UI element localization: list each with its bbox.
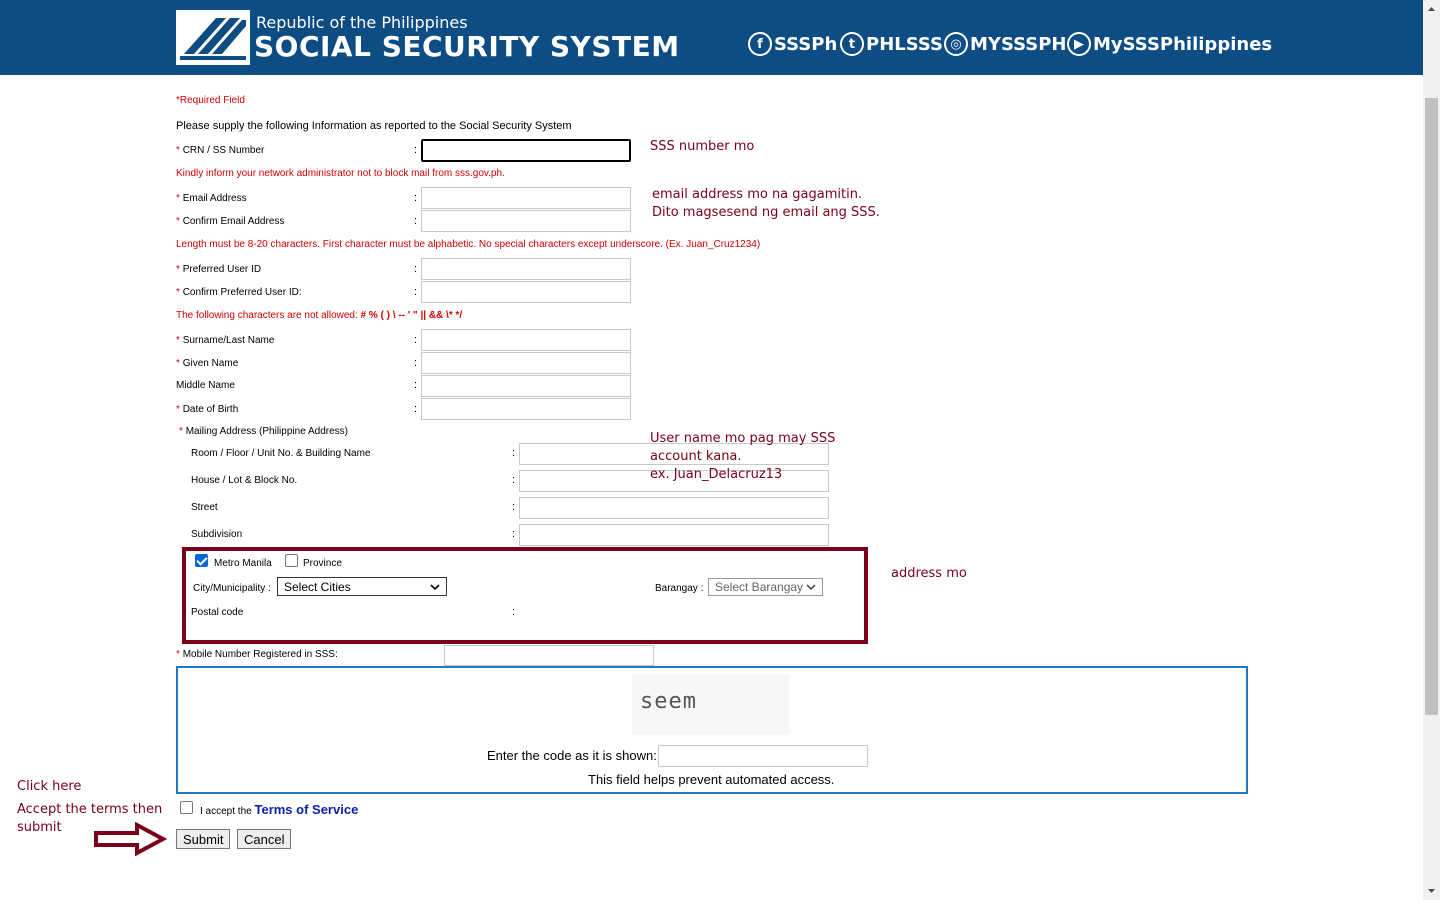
facebook-icon: f: [748, 32, 772, 56]
scroll-thumb[interactable]: [1425, 98, 1438, 715]
annotation-email-1: email address mo na gagamitin.: [652, 187, 863, 202]
colon: :: [512, 528, 516, 540]
required-note: *Required Field: [176, 95, 245, 106]
social-instagram[interactable]: [944, 30, 1066, 58]
annotation-click-here: Click here: [17, 779, 82, 794]
agency-title: SOCIAL SECURITY SYSTEM: [254, 30, 680, 63]
terms-link[interactable]: Terms of Service: [254, 802, 359, 817]
social-label: PHLSSS: [866, 33, 944, 55]
province-label: Province: [303, 558, 342, 569]
colon: :: [414, 144, 418, 156]
city-select[interactable]: [277, 577, 447, 596]
chevron-down-icon: [430, 580, 440, 594]
twitter-icon: t: [840, 32, 864, 56]
social-label: MySSSPhilippines: [1093, 33, 1273, 55]
captcha-input[interactable]: [658, 745, 868, 767]
barangay-select-value: Select Barangay: [715, 580, 804, 594]
instagram-icon: ◎: [944, 32, 968, 56]
arrow-right-icon: [93, 822, 168, 856]
colon: :: [414, 403, 418, 415]
colon: :: [414, 263, 418, 275]
mobile-input[interactable]: [444, 645, 654, 666]
subdivision-label: Subdivision: [191, 529, 243, 540]
form-instructions: Please supply the following Information as reported to the Social Security System: [176, 120, 572, 132]
street-input[interactable]: [519, 497, 829, 519]
barangay-select[interactable]: [708, 578, 823, 596]
annotation-accept-1: Accept the terms then: [17, 802, 163, 817]
annotation-address: address mo: [891, 566, 967, 581]
social-youtube[interactable]: [1067, 30, 1272, 58]
captcha-image: [632, 675, 789, 735]
chevron-down-icon: [806, 580, 816, 594]
dob-label: * Date of Birth: [176, 404, 239, 415]
dob-input[interactable]: [421, 398, 631, 420]
house-label: House / Lot & Block No.: [191, 475, 298, 486]
userid-label: * Preferred User ID: [176, 264, 262, 275]
colon: :: [512, 474, 516, 486]
city-label: City/Municipality :: [193, 583, 271, 594]
site-header: [0, 0, 1423, 75]
email-input[interactable]: [421, 187, 631, 209]
social-twitter[interactable]: [840, 30, 943, 58]
social-label: MYSSSPH: [970, 33, 1067, 55]
userid-input[interactable]: [421, 258, 631, 280]
terms-text: I accept the Terms of Service: [200, 802, 359, 817]
scroll-down-icon[interactable]: [1423, 883, 1440, 900]
colon: :: [512, 447, 516, 459]
annotation-username-2: account kana.: [650, 449, 742, 464]
email-label: * Email Address: [176, 193, 247, 204]
colon: :: [512, 606, 516, 618]
postal-code-label: Postal code: [191, 607, 244, 618]
captcha-prompt: Enter the code as it is shown:: [487, 748, 657, 763]
colon: :: [414, 192, 418, 204]
userid-rule: Length must be 8-20 characters. First character must be alphabetic. No special characters except underscore. (Ex. Juan_Cruz1234): [176, 239, 761, 250]
colon: :: [512, 501, 516, 513]
room-label: Room / Floor / Unit No. & Building Name: [191, 448, 371, 459]
colon: :: [414, 286, 418, 298]
cancel-button[interactable]: Cancel: [237, 829, 291, 849]
given-name-input[interactable]: [421, 352, 631, 374]
given-name-label: * Given Name: [176, 358, 239, 369]
metro-manila-label: Metro Manila: [214, 558, 272, 569]
republic-text: Republic of the Philippines: [256, 13, 468, 32]
scroll-up-icon[interactable]: [1423, 0, 1440, 17]
surname-label: * Surname/Last Name: [176, 335, 275, 346]
crn-input[interactable]: [421, 139, 631, 162]
annotation-username-3: ex. Juan_Delacruz13: [650, 467, 783, 482]
colon: :: [414, 357, 418, 369]
mobile-label: * Mobile Number Registered in SSS:: [176, 649, 338, 660]
metro-manila-checkbox[interactable]: [195, 554, 208, 567]
social-facebook[interactable]: [748, 30, 837, 58]
annotation-sss-number: SSS number mo: [650, 139, 755, 154]
city-select-value: Select Cities: [284, 579, 351, 594]
colon: :: [414, 379, 418, 391]
middle-name-label: Middle Name: [176, 380, 235, 391]
confirm-email-label: * Confirm Email Address: [176, 216, 285, 227]
social-label: SSSPh: [774, 33, 838, 55]
page-scrollbar[interactable]: [1423, 0, 1440, 900]
annotation-email-2: Dito magsesend ng email ang SSS.: [652, 205, 880, 220]
colon: :: [414, 215, 418, 227]
disallowed-chars-note: The following characters are not allowed: # % ( ) \ -- ' " || && \* */: [176, 310, 463, 321]
middle-name-input[interactable]: [421, 375, 631, 397]
confirm-userid-label: * Confirm Preferred User ID:: [176, 287, 302, 298]
province-checkbox[interactable]: [285, 554, 298, 567]
confirm-userid-input[interactable]: [421, 281, 631, 303]
terms-checkbox[interactable]: [180, 801, 193, 814]
mail-notice: Kindly inform your network administrator not to block mail from sss.gov.ph.: [176, 168, 505, 179]
barangay-label: Barangay :: [655, 583, 704, 594]
surname-input[interactable]: [421, 329, 631, 351]
colon: :: [414, 334, 418, 346]
confirm-email-input[interactable]: [421, 210, 631, 232]
subdivision-input[interactable]: [519, 524, 829, 546]
annotation-username-1: User name mo pag may SSS: [650, 431, 836, 446]
crn-label: * CRN / SS Number: [176, 145, 265, 156]
street-label: Street: [191, 502, 218, 513]
sss-logo: [176, 10, 250, 65]
mailing-address-label: * Mailing Address (Philippine Address): [179, 426, 348, 437]
submit-button[interactable]: Submit: [176, 829, 230, 849]
youtube-icon: ▶: [1067, 32, 1091, 56]
annotation-accept-2: submit: [17, 820, 62, 835]
captcha-code: seem: [640, 689, 697, 714]
captcha-help: This field helps prevent automated access.: [588, 772, 835, 787]
